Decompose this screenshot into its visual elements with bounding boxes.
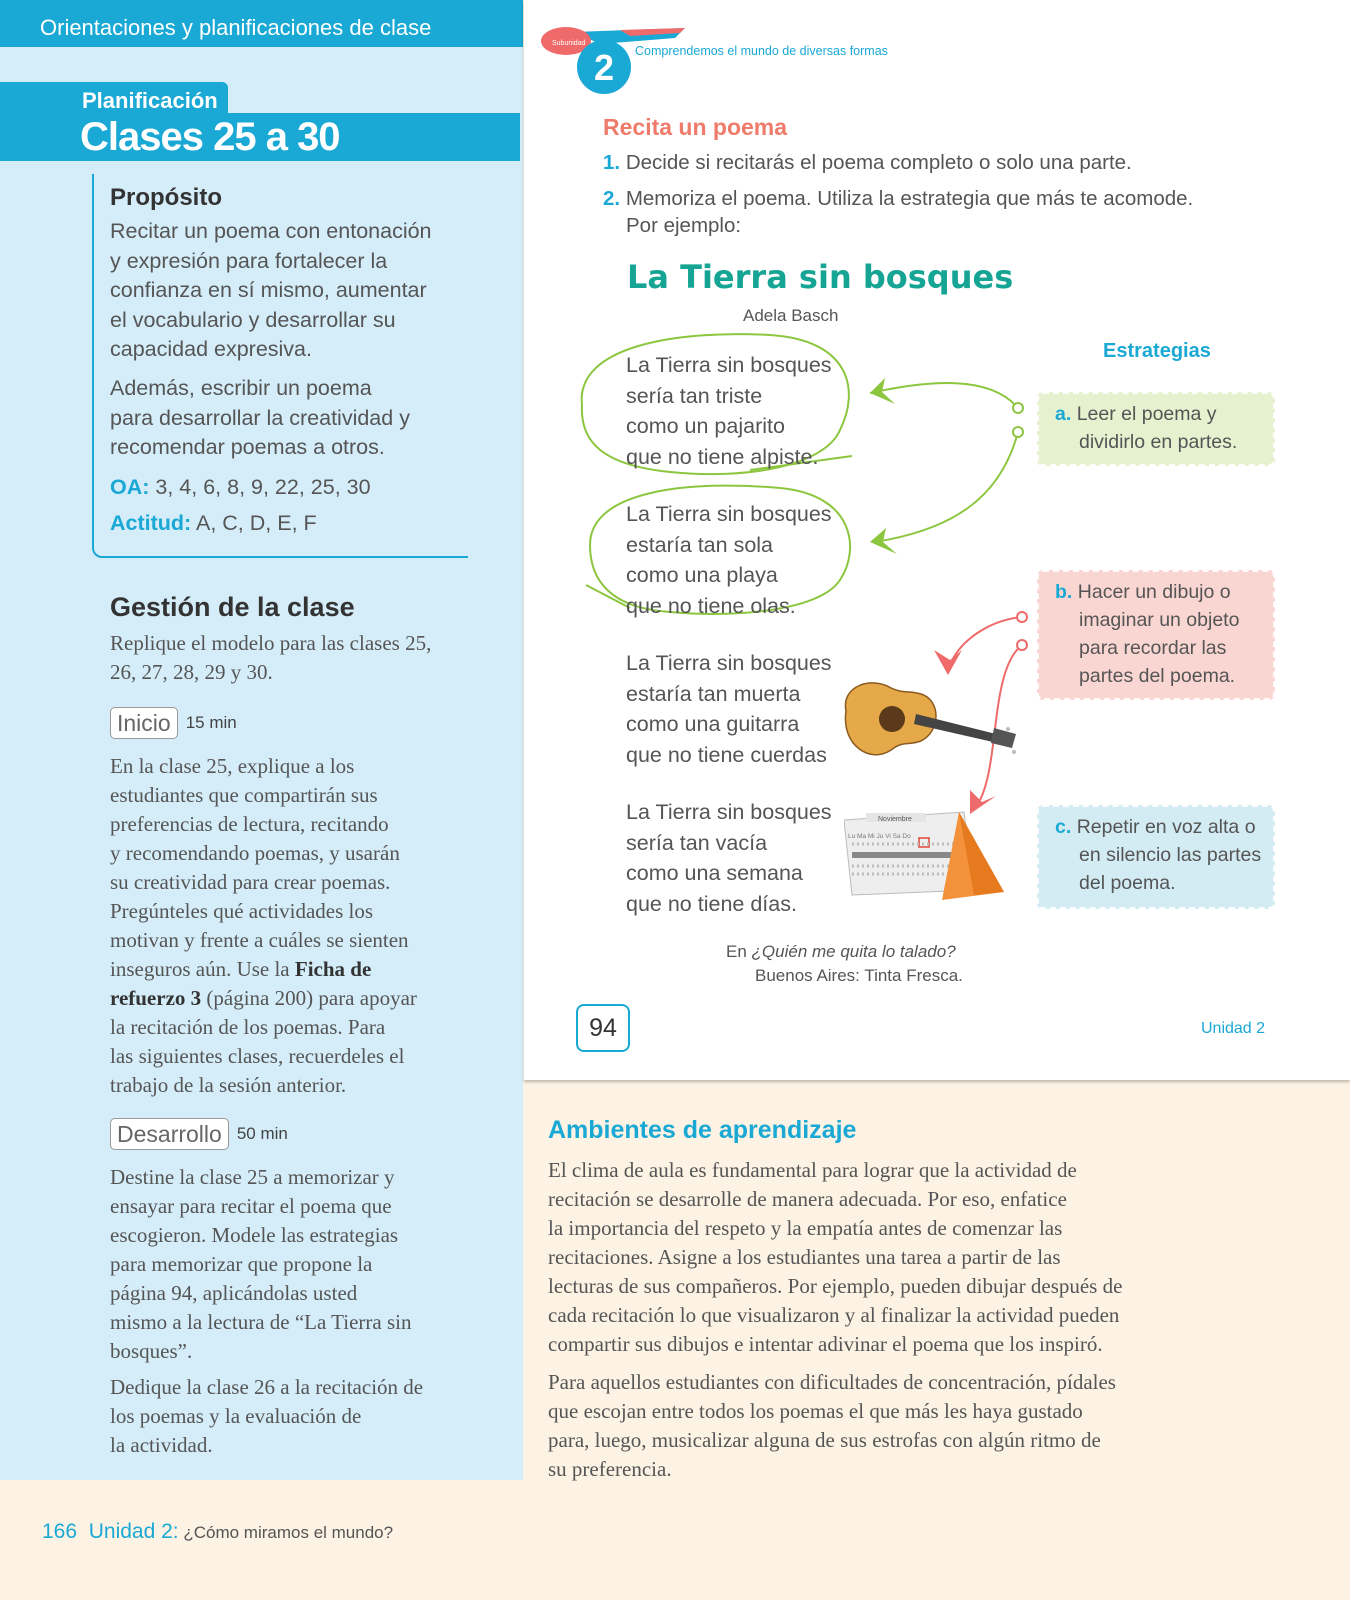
strategy-a <box>1037 392 1275 466</box>
guitar-icon <box>836 676 1026 766</box>
oa-label: OA: <box>110 475 150 499</box>
step-number: 1. <box>603 151 621 174</box>
text-line: Para aquellos estudiantes con dificultades de concentración, pídales <box>548 1370 1116 1394</box>
purpose-paragraph-1 <box>110 217 432 365</box>
inicio-paragraph <box>110 752 417 1100</box>
strategy-line <box>1055 578 1263 606</box>
text-line: En la clase 25, explique a los <box>110 754 355 778</box>
arrow-a1 <box>870 383 1018 408</box>
calendar-row-bar <box>852 852 962 858</box>
text-line <box>110 984 417 1013</box>
strategy-letter: b. <box>1055 581 1073 603</box>
planning-title: Clases 25 a 30 <box>0 113 520 161</box>
purpose-heading: Propósito <box>110 184 222 211</box>
text-line: Destine la clase 25 a memorizar y <box>110 1165 395 1189</box>
step-2-cont: Por ejemplo: <box>626 214 742 237</box>
actitud-line <box>110 511 317 536</box>
poem-line: sería tan triste <box>626 383 763 408</box>
step-text: Decide si recitarás el poema completo o solo una parte. <box>625 151 1132 174</box>
text-line: trabajo de la sesión anterior. <box>110 1073 347 1097</box>
guitar-peg <box>1012 750 1016 754</box>
arrowhead <box>934 650 962 675</box>
text-line: preferencias de lectura, recitando <box>110 812 389 836</box>
step-text: Memoriza el poema. Utiliza la estrategia que más te acomode. <box>625 187 1194 210</box>
poem-line: que no tiene días. <box>626 891 797 916</box>
connector-dot <box>1017 640 1027 650</box>
ficha-bold: Ficha de <box>294 957 372 981</box>
text-line: su preferencia. <box>548 1457 672 1481</box>
guitar-peg <box>1006 727 1010 731</box>
text-line: recitación se desarrolle de manera adecuada. Por eso, enfatice <box>548 1187 1067 1211</box>
strategy-text: Hacer un dibujo o <box>1077 581 1231 603</box>
strategy-line <box>1055 813 1263 841</box>
inicio-time: 15 min <box>185 713 237 732</box>
ambientes-paragraph-2 <box>548 1368 1116 1484</box>
strategy-line: dividirlo en partes. <box>1079 431 1238 453</box>
gestion-intro <box>110 629 431 687</box>
text-line: 26, 27, 28, 29 y 30. <box>110 660 273 684</box>
footer-unit-title: ¿Cómo miramos el mundo? <box>178 1523 394 1542</box>
text-line: confianza en sí mismo, aumentar <box>110 278 427 302</box>
citation-title: ¿Quién me quita lo talado? <box>751 942 956 961</box>
poem-line: como una semana <box>626 861 803 885</box>
inicio-tag: Inicio <box>110 707 178 739</box>
text-line: estudiantes que compartirán sus <box>110 783 378 807</box>
step-1 <box>603 151 1132 175</box>
strategies-heading: Estrategias <box>1103 340 1211 362</box>
text-line: la recitación de los poemas. Para <box>110 1015 386 1039</box>
citation-prefix: En <box>726 942 752 961</box>
connector-dot <box>1013 403 1023 413</box>
text-span: (página 200) para apoyar <box>201 986 417 1010</box>
text-line: recitaciones. Asigne a los estudiantes una tarea a partir de las <box>548 1245 1061 1269</box>
text-line: la importancia del respeto y la empatía antes de comenzar las <box>548 1216 1063 1240</box>
guitar-head <box>991 728 1016 748</box>
text-line: capacidad expresiva. <box>110 337 312 361</box>
purpose-paragraph-2 <box>110 374 410 463</box>
poem-line: que no tiene cuerdas <box>626 742 827 767</box>
loop-tail <box>586 585 630 608</box>
strategy-line: imaginar un objeto <box>1079 609 1240 631</box>
gestion-heading: Gestión de la clase <box>110 592 355 622</box>
desarrollo-tag: Desarrollo <box>110 1118 229 1150</box>
text-line: El clima de aula es fundamental para lograr que la actividad de <box>548 1158 1077 1182</box>
text-line <box>110 955 417 984</box>
actitud-label: Actitud: <box>110 511 192 535</box>
strategy-line: del poema. <box>1079 872 1176 894</box>
text-line: Dedique la clase 26 a la recitación de <box>110 1375 424 1399</box>
poem-line: La Tierra sin bosques <box>626 502 832 526</box>
subunit-number: 2 <box>593 47 615 88</box>
ambientes-heading: Ambientes de aprendizaje <box>548 1116 857 1144</box>
subunit-label: Subunidad <box>552 40 586 47</box>
page-number: 94 <box>576 1004 630 1052</box>
poem-title: La Tierra sin bosques <box>627 258 1014 296</box>
strategy-text: Repetir en voz alta o <box>1076 816 1256 838</box>
text-line: las siguientes clases, recuerdeles el <box>110 1044 405 1068</box>
text-line: Pregúnteles qué actividades los <box>110 899 374 923</box>
text-line: para, luego, musicalizar alguna de sus estrofas con algún ritmo de <box>548 1428 1101 1452</box>
poem-line: estaría tan muerta <box>626 681 801 706</box>
poem-line: estaría tan sola <box>626 532 774 557</box>
text-line: Recitar un poema con entonación <box>110 219 432 243</box>
poem-line: La Tierra sin bosques <box>626 800 832 824</box>
strategy-line: para recordar las <box>1079 637 1227 659</box>
poem-line: como una guitarra <box>626 712 800 736</box>
footer-page-number: 166 <box>42 1520 78 1543</box>
poem-author: Adela Basch <box>743 306 839 325</box>
ambientes-paragraph-1 <box>548 1156 1122 1359</box>
text-line: la actividad. <box>110 1433 213 1457</box>
strategy-text: Leer el poema y <box>1076 403 1217 425</box>
strategy-letter: a. <box>1055 403 1072 425</box>
text-span: inseguros aún. Use la <box>110 957 295 981</box>
ficha-bold: refuerzo 3 <box>110 986 202 1010</box>
poem-line: que no tiene alpiste. <box>626 444 819 469</box>
connector-dot <box>1017 612 1027 622</box>
calendar-days: Lu Ma Mi Ju Vi Sa Do <box>848 833 911 840</box>
text-line: compartir sus dibujos e intentar adivinar el poema que los inspiró. <box>548 1332 1103 1356</box>
text-line: Replique el modelo para las clases 25, <box>110 631 432 655</box>
subunit-title: Comprendemos el mundo de diversas formas <box>635 44 888 58</box>
desarrollo-row <box>110 1118 288 1150</box>
text-line: bosques”. <box>110 1339 193 1363</box>
page-footer <box>42 1520 393 1544</box>
desarrollo-paragraph-2 <box>110 1373 423 1460</box>
stanza-2 <box>626 499 832 621</box>
strategy-line: partes del poema. <box>1079 665 1236 687</box>
text-line: y recomendando poemas, y usarán <box>110 841 400 865</box>
text-line: escogieron. Modele las estrategias <box>110 1223 399 1247</box>
poem-line: que no tiene olas. <box>626 593 796 618</box>
text-line: motivan y frente a cuáles se sienten <box>110 928 409 952</box>
poem-line: como una playa <box>626 563 778 587</box>
step-number: 2. <box>603 187 621 210</box>
text-line: el vocabulario y desarrollar su <box>110 307 396 332</box>
text-line: para desarrollar la creatividad y <box>110 405 410 430</box>
text-line: que escojan entre todos los poemas el que más les haya gustado <box>548 1399 1083 1423</box>
unit-footer: Unidad 2 <box>1201 1020 1266 1037</box>
inicio-row <box>110 707 237 739</box>
text-line: cada recitación lo que visualizaron y al finalizar la actividad pueden <box>548 1303 1120 1327</box>
header-title: Orientaciones y planificaciones de clase <box>0 0 523 47</box>
poem-line: sería tan vacía <box>626 830 768 855</box>
stanza-1 <box>626 350 832 472</box>
footer-unit: Unidad 2: <box>88 1520 179 1543</box>
section-title: Recita un poema <box>603 114 788 140</box>
desarrollo-paragraph-1 <box>110 1163 412 1366</box>
planning-tab: Planificación <box>0 82 228 116</box>
arrow-a2 <box>875 432 1018 542</box>
strategy-c <box>1037 805 1275 909</box>
text-line: ensayar para recitar el poema que <box>110 1194 392 1218</box>
text-line: recomendar poemas a otros. <box>110 435 385 459</box>
calendar-icon <box>844 800 1014 910</box>
actitud-value: A, C, D, E, F <box>191 511 317 535</box>
strategy-line <box>1055 400 1263 428</box>
oa-value: 3, 4, 6, 8, 9, 22, 25, 30 <box>149 475 371 499</box>
poem-line: La Tierra sin bosques <box>626 353 832 377</box>
text-line: los poemas y la evaluación de <box>110 1404 362 1428</box>
text-line: mismo a la lectura de “La Tierra sin <box>110 1310 412 1334</box>
strategy-letter: c. <box>1055 816 1072 838</box>
oa-line <box>110 475 371 500</box>
connector-dot <box>1013 427 1023 437</box>
poem-line: La Tierra sin bosques <box>626 651 832 675</box>
text-line: página 94, aplicándolas usted <box>110 1281 358 1305</box>
strategy-line: en silencio las partes <box>1079 844 1262 866</box>
text-line: lecturas de sus compañeros. Por ejemplo, pueden dibujar después de <box>548 1274 1123 1298</box>
stanza-4 <box>626 797 832 919</box>
citation-line-1 <box>726 942 956 962</box>
calendar-month: Noviembre <box>878 816 912 823</box>
desarrollo-time: 50 min <box>236 1124 288 1143</box>
text-line: para memorizar que propone la <box>110 1252 373 1276</box>
text-line: y expresión para fortalecer la <box>110 248 388 273</box>
poem-line: como un pajarito <box>626 414 785 438</box>
strategy-b <box>1037 570 1275 700</box>
stanza-3 <box>626 648 832 770</box>
step-2 <box>603 187 1193 211</box>
text-line: su creatividad para crear poemas. <box>110 870 391 894</box>
text-line: Además, escribir un poema <box>110 376 372 400</box>
citation-line-2: Buenos Aires: Tinta Fresca. <box>755 966 963 985</box>
guitar-hole <box>879 706 905 732</box>
